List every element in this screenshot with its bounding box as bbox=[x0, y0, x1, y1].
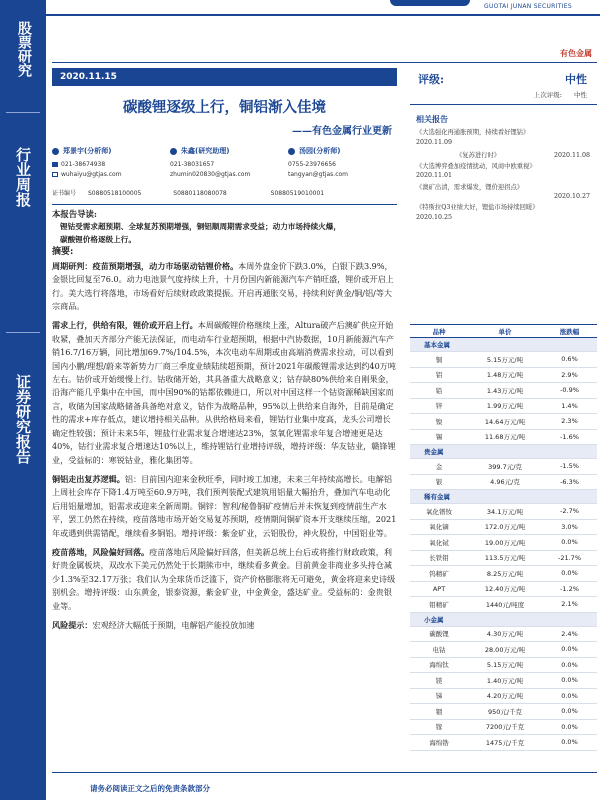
cell-commodity: 铝 bbox=[435, 371, 443, 380]
rating-rule bbox=[410, 104, 597, 105]
cell-commodity: 长铁钼 bbox=[429, 554, 449, 563]
cell-change: -1.5% bbox=[560, 462, 579, 471]
cell-commodity: 碳酸锂 bbox=[429, 630, 449, 639]
table-row bbox=[410, 475, 597, 491]
column-header: 品种 bbox=[432, 327, 446, 336]
paragraph-text: 疫苗落地后风险偏好回落，但美新总统上台后或将推行财政政策，利好贵金属板块，双改水下美元仍然处于长期熊市中，继续看多黄金。目前黄金非商业多头持仓减少1.3%至32.17万张；我们认为全球货币泛滥下，资产价格膨胀将无可避免，黄金将迎来史诗级别机会。增持评级：山东黄金，银泰资源，紫金矿业，中金黄金，盛达矿业。受益标的：金贵银业等。 bbox=[52, 546, 396, 611]
table-category-label: 基本金属 bbox=[424, 341, 450, 349]
related-report-item[interactable] bbox=[416, 151, 596, 160]
cell-change: 0.0% bbox=[561, 691, 578, 700]
logo-shape bbox=[390, 0, 470, 6]
cert-row bbox=[52, 188, 324, 197]
cell-commodity: 铅 bbox=[435, 386, 443, 395]
metal-price-table bbox=[410, 324, 597, 751]
table-category-row bbox=[410, 613, 597, 627]
sidebar-label-stock-research: 股票研究 bbox=[16, 21, 32, 77]
paragraph-lead: 铜铝走出复苏逻辑。 bbox=[52, 473, 125, 484]
related-report-date: 2020.11.08 bbox=[553, 151, 590, 159]
report-body bbox=[52, 208, 397, 632]
cell-price: 4.20万元/吨 bbox=[486, 692, 524, 701]
paragraph-text: 本周外盘金价下跌3.0%，白银下跌3.9%，金银比回复至76.0。动力电池景气度持续上升，十月份国内新能源汽车产销旺盛，锂价或开启上行。美大选行将落地，市场看好后续财政政策提振。开启再通胀交易，持续利好黄金/铜/铝/等大宗商品。 bbox=[52, 260, 394, 312]
cell-commodity: 海绵锆 bbox=[429, 738, 449, 747]
paragraph-risk bbox=[52, 619, 397, 632]
cell-price: 1.48万元/吨 bbox=[486, 371, 524, 380]
report-date-bar bbox=[52, 68, 397, 86]
cell-change: -21.7% bbox=[558, 553, 581, 562]
cell-price: 34.1万元/吨 bbox=[486, 507, 524, 516]
cell-price: 5.15万元/吨 bbox=[486, 661, 524, 670]
paragraph-text: 本周碳酸锂价格继续上涨，Altura破产后澳矿供应开始收紧，叠加天齐部分产能无法保证，而电动车行业超预期，根据中汽协数据，10月新能源汽车产销16.7/16万辆，同比增加69.7%/104.5%，本次电动车周期或由高端消费需求拉动，可以看到国内小鹏/理想/蔚来等新势力厂商三季度业绩陆续超预期，预计2021年碳酸锂需求达到约40万吨左右。钴价或开始缓慢上行。钴收储开始，其具备重大战略意义；钴存缺80%供给来自刚果金，沿海产能几乎集中在中国，而中国90%的钴都依赖进口，所以对中国这样一个钴资源稀缺国家而言，收储为国家战略储备具备绝对意义，钴作为战略品种，95%以上供给来自海外，目前是确定性的需求+库存低点，建议增持相关品种。从供给格局来看，锂钴行业集中度高，龙头公司增长确定性较强；预计未来5年，锂盐行业需求复合增速达23%，氢氧化锂需求年复合增速更是达40%，钴行业需求复合增速达10%以上，维持锂钴行业增持评级，增持评级：华友钴业，赣锋锂业，受益标的：寒锐钴业，雅化集团等。 bbox=[52, 320, 396, 465]
cell-change: 1.4% bbox=[561, 401, 578, 410]
brand-name-en: GUOTAI JUNAN SECURITIES bbox=[484, 3, 572, 10]
cell-commodity: 钨精矿 bbox=[429, 569, 449, 578]
cell-commodity: 镁 bbox=[435, 676, 443, 685]
cell-change: 0.0% bbox=[561, 660, 578, 669]
analyst-block bbox=[52, 146, 397, 202]
guide-line: 锂钴受需求超预期、全球复苏预期增强，铜铝顺周期需求受益；动力市场持续火爆， bbox=[60, 222, 341, 232]
cell-change: 0.0% bbox=[561, 569, 578, 578]
left-sidebar bbox=[0, 0, 46, 800]
column-header: 单价 bbox=[498, 327, 512, 336]
related-report-date: 2020.11.09 bbox=[416, 138, 453, 146]
cell-price: 8.25万元/吨 bbox=[486, 569, 524, 578]
analyst-name: 郑景宇(分析师) bbox=[63, 147, 112, 155]
table-row bbox=[410, 658, 597, 674]
related-report-item[interactable] bbox=[416, 162, 596, 181]
table-row bbox=[410, 535, 597, 551]
table-row bbox=[410, 597, 597, 613]
analyst-card bbox=[170, 146, 280, 180]
cert-number: S0880519010001 bbox=[270, 190, 325, 197]
table-row bbox=[410, 582, 597, 598]
cell-change: 0.6% bbox=[561, 355, 578, 364]
cell-commodity: 锑 bbox=[435, 692, 443, 701]
cell-price: 1475元/千克 bbox=[485, 738, 525, 747]
cell-change: 2.4% bbox=[561, 629, 578, 638]
cell-commodity: 镓 bbox=[435, 723, 443, 732]
cell-change: 0.0% bbox=[561, 538, 578, 547]
related-report-title: 《澳矿出清，需求爆发，锂价迎拐点》 bbox=[416, 183, 524, 191]
table-row bbox=[410, 689, 597, 705]
analyst-email[interactable]: zhumin020830@gtjas.com bbox=[170, 171, 251, 178]
cell-price: 1.40万元/吨 bbox=[486, 676, 524, 685]
cert-label: 证书编号 bbox=[52, 190, 77, 197]
table-category-row bbox=[410, 445, 597, 459]
rating-label: 评级: bbox=[418, 73, 445, 86]
related-reports bbox=[416, 115, 596, 222]
table-row bbox=[410, 520, 597, 536]
person-icon bbox=[52, 148, 59, 155]
cell-price: 1440元/吨度 bbox=[485, 600, 525, 609]
rating-box bbox=[410, 68, 597, 102]
table-category-label: 小金属 bbox=[424, 615, 444, 624]
cell-commodity: 锡 bbox=[435, 433, 443, 442]
cert-number: S0880118080078 bbox=[173, 190, 227, 197]
previous-rating-label: 上次评级: bbox=[533, 91, 562, 99]
cell-price: 19.00万元/吨 bbox=[484, 538, 526, 547]
analyst-phone: 0755-23976656 bbox=[288, 161, 336, 168]
cell-change: 0.0% bbox=[561, 676, 578, 685]
cell-commodity: 金 bbox=[435, 462, 443, 471]
cell-change: -6.3% bbox=[560, 477, 579, 486]
cell-commodity: 海绵钛 bbox=[429, 661, 449, 670]
guide-line: 碳酸锂价格逐级上行。 bbox=[60, 234, 136, 244]
cell-change: 0.0% bbox=[561, 707, 578, 716]
table-row bbox=[410, 720, 597, 736]
table-header bbox=[410, 324, 597, 338]
mail-icon bbox=[52, 172, 58, 177]
cell-change: -1.6% bbox=[560, 432, 579, 441]
table-row bbox=[410, 352, 597, 368]
cell-price: 7200元/千克 bbox=[485, 723, 525, 732]
analyst-email[interactable]: tangyan@gtjas.com bbox=[288, 171, 349, 178]
related-heading: 相关报告 bbox=[416, 114, 448, 124]
related-report-item[interactable] bbox=[416, 128, 596, 147]
table-category-row bbox=[410, 490, 597, 504]
cell-price: 4.96元/克 bbox=[490, 478, 520, 487]
paragraph-lead: 疫苗落地，风险偏好回落。 bbox=[52, 546, 150, 557]
cell-change: -1.2% bbox=[560, 584, 579, 593]
cell-change: 2.9% bbox=[561, 370, 578, 379]
cell-price: 1.99万元/吨 bbox=[486, 402, 524, 411]
column-header: 涨跌幅 bbox=[559, 327, 580, 336]
cell-price: 950元/千克 bbox=[487, 707, 523, 716]
table-row bbox=[410, 566, 597, 582]
section-rule bbox=[52, 62, 597, 63]
table-row bbox=[410, 551, 597, 567]
cell-change: -2.7% bbox=[560, 507, 579, 516]
cell-change: 0.0% bbox=[561, 722, 578, 731]
cell-commodity: 氧化镝 bbox=[429, 523, 449, 532]
report-date: 2020.11.15 bbox=[60, 72, 117, 82]
guide-heading: 本报告导读: bbox=[52, 209, 97, 219]
related-report-item[interactable] bbox=[416, 203, 596, 222]
table-category-label: 稀有金属 bbox=[424, 493, 450, 501]
analyst-phone: 021-38031657 bbox=[170, 161, 215, 168]
cell-commodity: APT bbox=[432, 584, 446, 593]
paragraph-text: 宏观经济大幅低于预期，电解铝产能投放加速 bbox=[92, 619, 255, 630]
table-row bbox=[410, 642, 597, 658]
table-row bbox=[410, 673, 597, 689]
cell-commodity: 铜 bbox=[435, 355, 443, 364]
phone-icon bbox=[52, 162, 58, 167]
paragraph-lead: 周期研判：疫苗预期增强，动力市场驱动钴锂价格。 bbox=[52, 260, 239, 271]
cell-change: 0.0% bbox=[561, 645, 578, 654]
person-icon bbox=[288, 148, 295, 155]
analyst-phone: 021-38674938 bbox=[61, 161, 106, 168]
table-row bbox=[410, 368, 597, 384]
cell-change: 0.0% bbox=[561, 738, 578, 747]
related-report-title: 《大选强化再通胀预期，持续看好锂钴》 bbox=[416, 129, 530, 137]
brand-logo bbox=[380, 0, 600, 14]
sidebar-label-weekly: 行业周报 bbox=[14, 147, 32, 207]
related-report-title: 《复苏进行时》 bbox=[456, 151, 501, 159]
cell-commodity: 镍 bbox=[435, 417, 443, 426]
paragraph-lead: 需求上行，供给有限，锂价或开启上行。 bbox=[52, 320, 198, 331]
related-report-title: 《特斯拉Q3业绩大好，锂盐市场持续回暖》 bbox=[416, 204, 539, 212]
paragraph-gold bbox=[52, 546, 397, 613]
paragraph-lithium bbox=[52, 319, 397, 466]
report-title: 碳酸锂逐级上行，铜铝渐入佳境 bbox=[123, 99, 326, 116]
sidebar-divider bbox=[6, 112, 40, 113]
analyst-name: 朱鑫(研究助理) bbox=[181, 147, 230, 155]
analyst-card bbox=[52, 146, 162, 180]
sidebar-divider bbox=[6, 332, 40, 333]
abstract-heading: 摘要: bbox=[52, 247, 74, 258]
cell-price: 14.64万元/吨 bbox=[484, 417, 526, 426]
industry-tag: 有色金属 bbox=[560, 48, 592, 58]
previous-rating-value: 中性 bbox=[574, 91, 587, 99]
related-report-date: 2020.10.25 bbox=[416, 213, 453, 221]
cell-price: 12.40万元/吨 bbox=[484, 585, 526, 594]
table-row bbox=[410, 627, 597, 643]
related-report-date: 2020.11.01 bbox=[416, 172, 453, 180]
table-row bbox=[410, 399, 597, 415]
cell-price: 28.00万元/吨 bbox=[484, 645, 526, 654]
table-row bbox=[410, 735, 597, 751]
paragraph-text: 铝：目前国内迎来金秋旺季，同时竣工加速，未来三年持续高增长。电解铝上周社会库存下降1.4万吨至60.9万吨，我们预判装配式建筑用铝量大幅抬升，叠加汽车电动化后用铝量增加，铝需求或迎来全新周期。铜锌：智利/秘鲁铜矿疫情后并未恢复到疫情前生产水平，罢工仍然在持续，疫苗落地市场开始交易复苏预期，疫情期间铜矿资本开支继续压缩，2021年或遇到供需错配，继续看多铜铝。增持评级：紫金矿业，云铝股份，神火股份，中国铝业等。 bbox=[52, 473, 397, 538]
table-row bbox=[410, 504, 597, 520]
table-category-row bbox=[410, 338, 597, 352]
related-report-date: 2020.10.27 bbox=[553, 193, 590, 201]
cell-commodity: 锌 bbox=[435, 402, 443, 411]
cert-number: S0880518100005 bbox=[87, 190, 142, 197]
analyst-email[interactable]: wuhaiyu@gtjas.com bbox=[61, 171, 122, 178]
analyst-card bbox=[288, 146, 398, 180]
related-report-title: 《大选博弈叠加疫情扰动，风商中欧重视》 bbox=[416, 163, 536, 171]
cell-change: -0.9% bbox=[560, 386, 579, 395]
paragraph-lead: 风险提示： bbox=[52, 619, 93, 630]
related-report-item[interactable] bbox=[416, 183, 596, 202]
footer-disclaimer: 请务必阅读正文之后的免责条款部分 bbox=[90, 784, 210, 793]
cell-commodity: 银 bbox=[435, 478, 443, 487]
table-row bbox=[410, 459, 597, 475]
cell-price: 5.15万元/吨 bbox=[486, 355, 524, 364]
sidebar-label-securities-report: 证券研究报告 bbox=[14, 374, 32, 464]
report-subtitle: ——有色金属行业更新 bbox=[292, 126, 392, 137]
cell-commodity: 铟 bbox=[435, 707, 443, 716]
table-row bbox=[410, 704, 597, 720]
cell-price: 399.7元/克 bbox=[488, 462, 522, 471]
paragraph-cycle bbox=[52, 260, 397, 314]
table-row bbox=[410, 414, 597, 430]
rating-value: 中性 bbox=[565, 73, 587, 86]
cell-price: 113.5万元/吨 bbox=[484, 554, 526, 563]
cell-change: 2.3% bbox=[561, 417, 578, 426]
cell-commodity: 氧化铽 bbox=[429, 538, 449, 547]
analyst-rule bbox=[52, 204, 397, 205]
table-category-label: 贵金属 bbox=[424, 448, 444, 456]
cell-commodity: 氧化镨钕 bbox=[426, 507, 452, 516]
cell-price: 172.0万元/吨 bbox=[484, 523, 526, 532]
footer-rule bbox=[52, 772, 597, 773]
paragraph-copper-aluminum bbox=[52, 473, 397, 540]
cell-change: 3.0% bbox=[561, 522, 578, 531]
table-row bbox=[410, 383, 597, 399]
cell-change: 2.1% bbox=[561, 600, 578, 609]
header-rule bbox=[46, 14, 600, 16]
analyst-name: 汤园(分析师) bbox=[299, 147, 341, 155]
cell-commodity: 电钴 bbox=[432, 645, 446, 654]
person-icon bbox=[170, 148, 177, 155]
cell-price: 1.43万元/吨 bbox=[486, 386, 524, 395]
cell-price: 4.30万元/吨 bbox=[486, 630, 524, 639]
table-row bbox=[410, 430, 597, 446]
cell-commodity: 钼精矿 bbox=[429, 600, 449, 609]
previous-rating bbox=[534, 90, 587, 99]
cell-price: 11.68万元/吨 bbox=[484, 433, 526, 442]
